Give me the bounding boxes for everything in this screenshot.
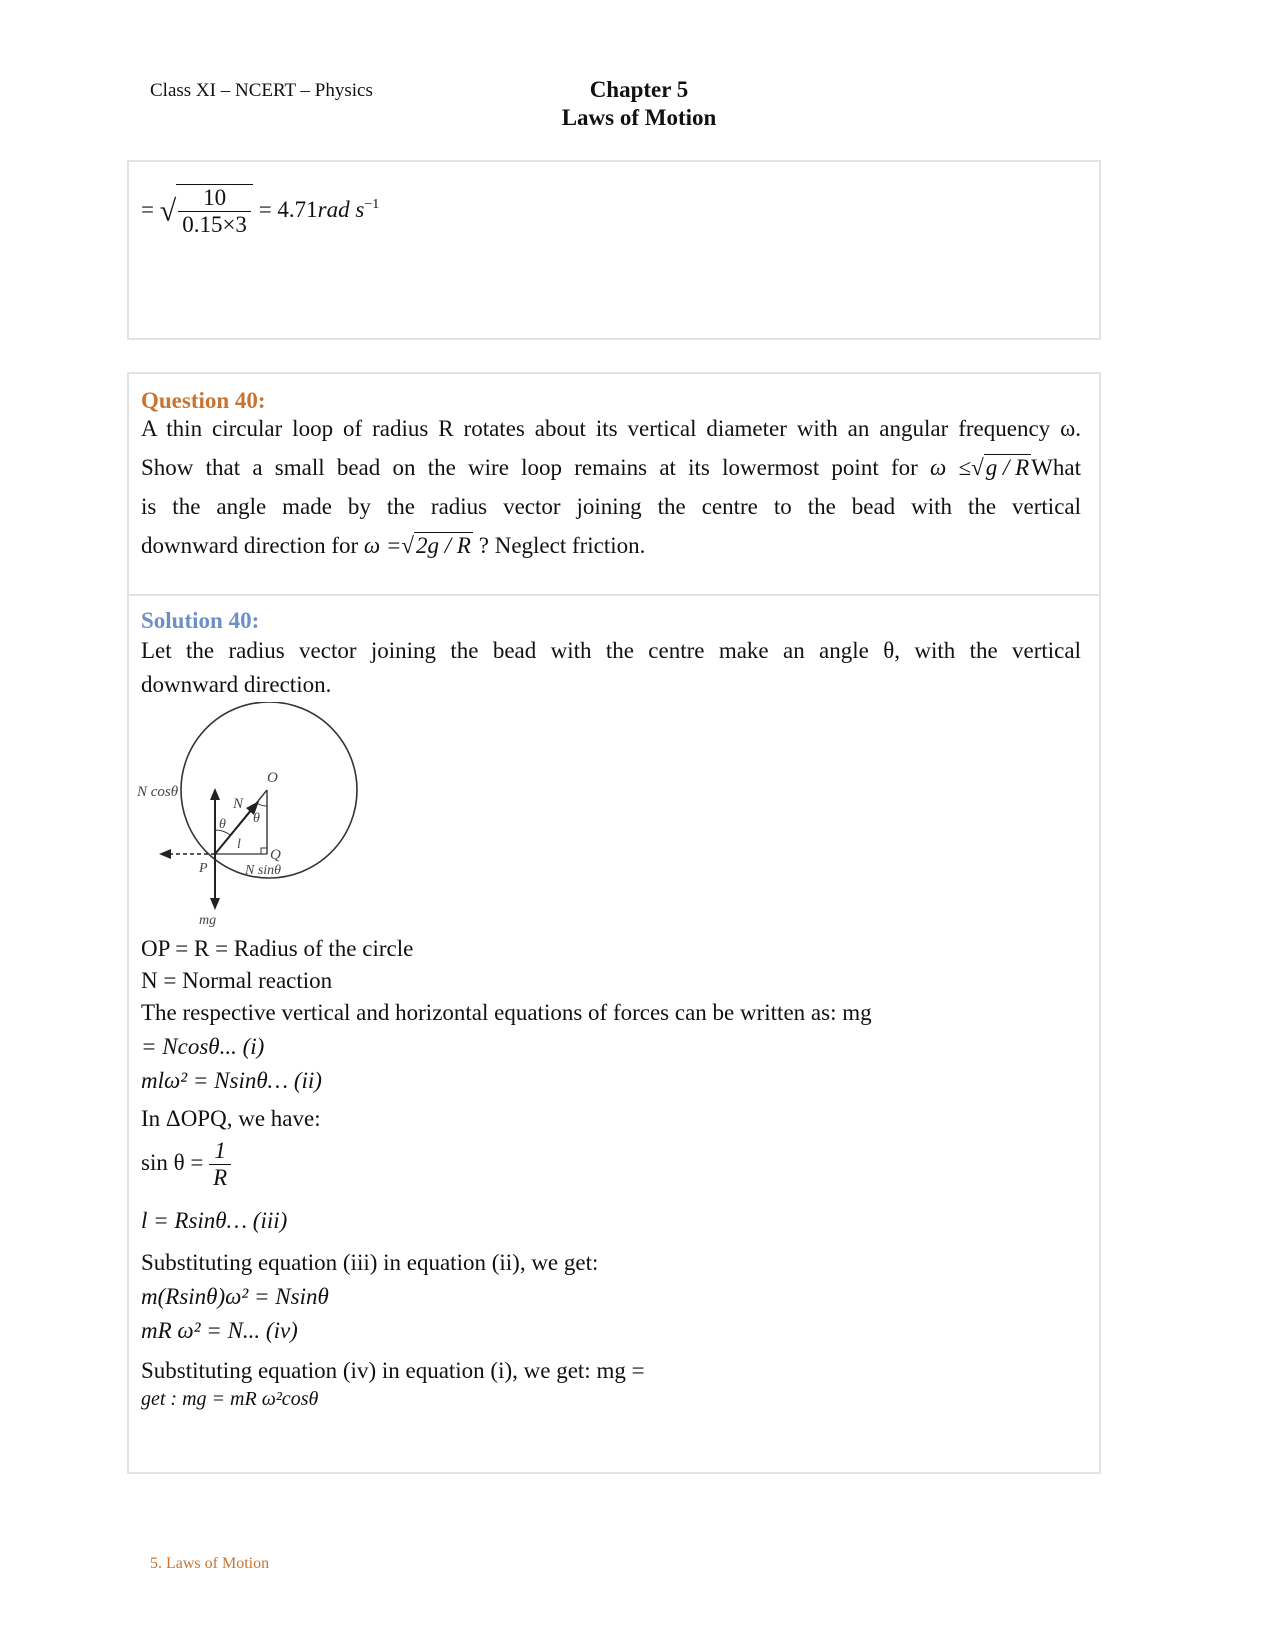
- result-unit: rad s: [317, 196, 365, 222]
- equation-iii: l = Rsinθ… (iii): [141, 1208, 288, 1233]
- mg-arrowhead: [210, 898, 220, 910]
- label-mg: mg: [199, 913, 217, 928]
- question-line-2-end: What: [1031, 455, 1081, 480]
- substitution-line-1: Substituting equation (iii) in equation (ii), we get:: [141, 1250, 599, 1275]
- omega-result-formula: [141, 184, 379, 238]
- solution-line-normal: N = Normal reaction: [141, 968, 333, 993]
- sqrt-symbol: √: [401, 533, 415, 558]
- question-line-1: A thin circular loop of radius R rotates about its vertical diameter with an angular frequency ω.: [141, 416, 1081, 441]
- fraction-denominator: 0.15×3: [182, 212, 247, 237]
- fraction-numerator: 10: [178, 185, 251, 212]
- solution-line-op: OP = R = Radius of the circle: [141, 936, 414, 961]
- equals-sign: =: [141, 196, 154, 222]
- omega-value: ω =: [363, 533, 402, 558]
- label-p: P: [199, 861, 208, 876]
- label-q: Q: [270, 847, 281, 863]
- unit-exponent: −1: [364, 197, 380, 213]
- sin-theta-numerator: 1: [209, 1138, 231, 1165]
- solution-line-equations: The respective vertical and horizontal equations of forces can be written as: mg: [141, 1000, 872, 1025]
- equation-iv: mR ω² = N... (iv): [141, 1318, 298, 1343]
- label-o: O: [267, 770, 278, 786]
- ncos-arrowhead: [210, 788, 220, 800]
- bead-force-diagram: [137, 702, 377, 932]
- page-footer: 5. Laws of Motion: [150, 1555, 270, 1572]
- label-nsin: N sinθ: [245, 863, 282, 878]
- question-line-4-text: downward direction for: [141, 533, 359, 558]
- solution-intro-1: Let the radius vector joining the bead with the centre make an angle θ, with the vertical: [141, 638, 1081, 663]
- label-l: l: [237, 837, 241, 852]
- sin-theta-equation: [141, 1138, 231, 1191]
- chapter-heading: [534, 76, 744, 132]
- header-subject: Class XI – NCERT – Physics: [150, 80, 373, 101]
- solution-box: [127, 594, 1101, 1474]
- omega-condition: ω ≤: [930, 455, 972, 480]
- label-n: N: [233, 796, 244, 812]
- question-title: Question 40:: [141, 388, 266, 413]
- label-theta-right: θ: [253, 811, 260, 826]
- equation-i: = Ncosθ... (i): [141, 1034, 265, 1059]
- question-line-2-text: Show that a small bead on the wire loop remains at its lowermost point for: [141, 455, 918, 480]
- triangle-opq-line: In ΔOPQ, we have:: [141, 1106, 321, 1131]
- right-angle-mark: [261, 848, 267, 854]
- condition-radicand: g / R: [985, 455, 1030, 480]
- radicand: [176, 184, 253, 238]
- solution-title: Solution 40:: [141, 608, 260, 633]
- question-line-4: [141, 532, 645, 559]
- substitution-line-2: Substituting equation (iv) in equation (i), we get: mg =: [141, 1358, 645, 1383]
- theta-arc-top: [257, 803, 267, 806]
- question-line-2: [141, 454, 1081, 481]
- substituted-equation: m(Rsinθ)ω² = Nsinθ: [141, 1284, 329, 1309]
- omega-radicand: 2g / R: [416, 533, 471, 558]
- nsin-arrowhead: [159, 849, 171, 859]
- chapter-title: Laws of Motion: [561, 105, 717, 130]
- solution-intro-2: downward direction.: [141, 672, 332, 697]
- question-line-3: is the angle made by the radius vector joining the centre to the bead with the vertical: [141, 494, 1081, 519]
- equation-ii: mlω² = Nsinθ… (ii): [141, 1068, 322, 1093]
- chapter-number: Chapter 5: [589, 77, 689, 102]
- question-box: [127, 372, 1101, 596]
- question-line-4-end: ? Neglect friction.: [478, 533, 646, 558]
- label-theta-left: θ: [219, 817, 226, 832]
- label-ncos: N cosθ: [137, 784, 179, 800]
- sqrt-symbol: √: [971, 455, 984, 480]
- sin-theta-fraction: [209, 1138, 231, 1191]
- wire-loop-circle: [181, 702, 357, 878]
- sin-theta-lhs: sin θ =: [141, 1149, 204, 1175]
- sqrt-symbol: √: [159, 194, 177, 228]
- final-equation: get : mg = mR ω²cosθ: [141, 1388, 319, 1410]
- previous-answer-box: [127, 160, 1101, 340]
- result-value: = 4.71: [258, 196, 318, 222]
- sin-theta-denominator: R: [213, 1165, 228, 1190]
